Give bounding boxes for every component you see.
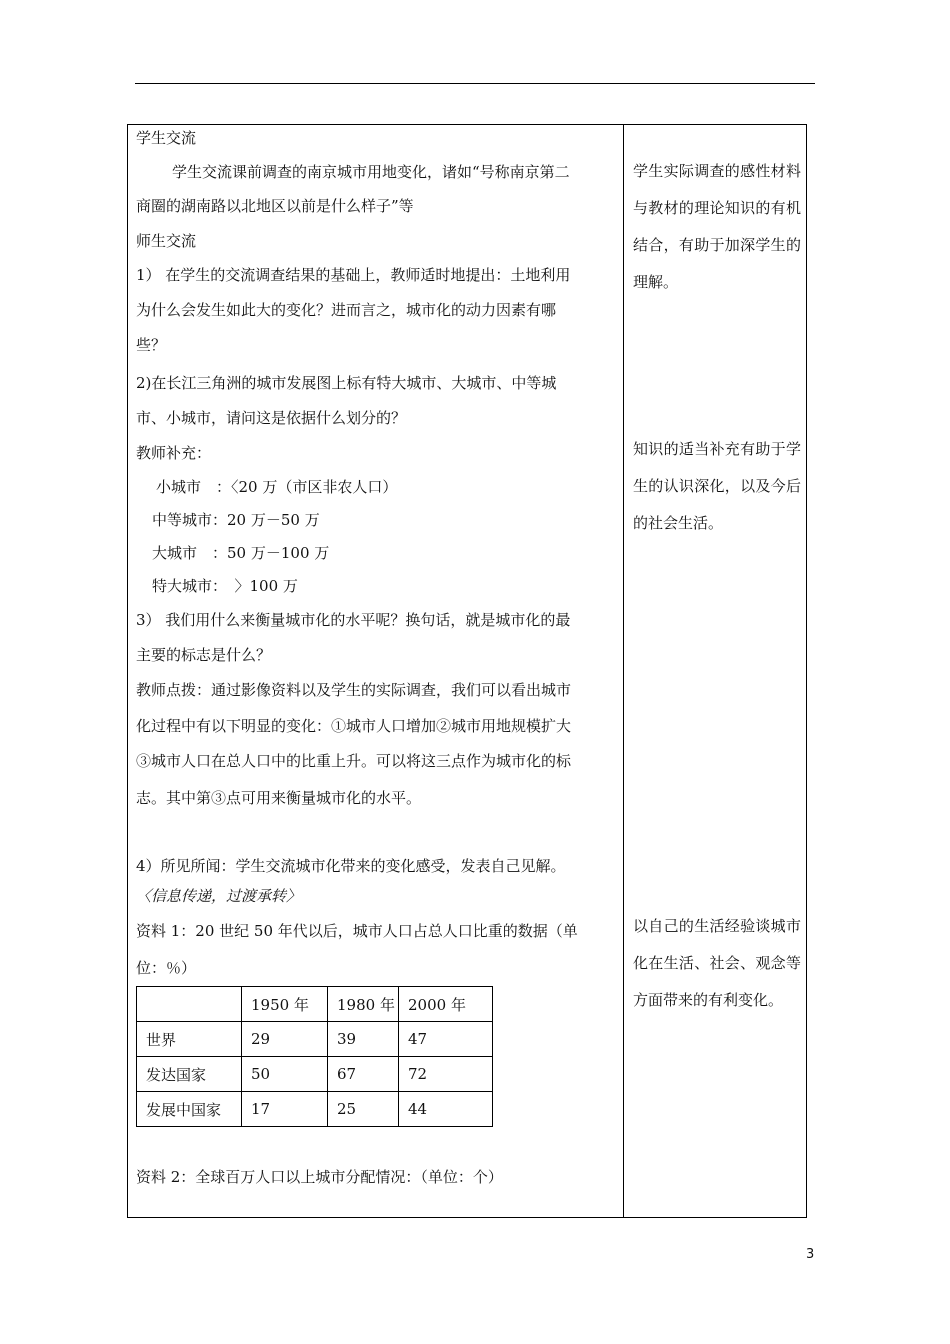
urbanization-table [136,986,493,1127]
table-header-cell [137,987,242,1022]
q3-line1: 3） 我们用什么来衡量城市化的水平呢？换句话，就是城市化的最 [136,611,571,629]
table-header-row [137,987,493,1022]
table-cell: 17 [242,1092,328,1127]
heading-student-exchange: 学生交流 [136,129,197,147]
para1-line2: 商圈的湖南路以北地区以前是什么样子”等 [136,197,414,215]
table-cell: 67 [328,1057,399,1092]
material2: 资料 2：全球百万人口以上城市分配情况：（单位：个） [136,1168,503,1186]
guide-line4: 志。其中第③点可用来衡量城市化的水平。 [136,789,422,807]
material1-line1: 资料 1：20 世纪 50 年代以后，城市人口占总人口比重的数据（单 [136,922,578,940]
table-row [137,1092,493,1127]
note-observation: 学生实际调查的感性材料与教材的理论知识的有机结合，有助于加深学生的理解。 [633,162,801,291]
heading-teacher-student: 师生交流 [136,232,197,250]
table-cell: 39 [328,1022,399,1057]
supplement-heading: 教师补充： [136,444,212,462]
transition-note: 〈信息传递，过渡承转〉 [136,887,302,905]
city-class-medium: 中等城市：20 万－50 万 [152,511,320,529]
guide-line1: 教师点拨：通过影像资料以及学生的实际调查，我们可以看出城市 [136,681,572,699]
q1-line3: 些？ [136,336,167,354]
table-cell: 发达国家 [137,1057,242,1092]
table-cell: 50 [242,1057,328,1092]
table-cell: 47 [399,1022,493,1057]
q1-line1: 1） 在学生的交流调查结果的基础上，教师适时地提出：土地利用 [136,266,571,284]
q1-line2: 为什么会发生如此大的变化？进而言之，城市化的动力因素有哪 [136,301,557,319]
city-class-extra: 特大城市： 〉100 万 [152,577,298,595]
page-number: 3 [806,1247,815,1262]
q2-line2: 市、小城市，请问这是依据什么划分的？ [136,409,407,427]
city-class-small: 小城市 ：〈20 万（市区非农人口） [156,478,398,496]
note-supplement: 知识的适当补充有助于学生的认识深化，以及今后的社会生活。 [633,440,801,532]
guide-line3: ③城市人口在总人口中的比重上升。可以将这三点作为城市化的标 [136,752,572,770]
note-life-experience: 以自己的生活经验谈城市化在生活、社会、观念等方面带来的有利变化。 [633,917,801,1009]
para1-line1: 学生交流课前调查的南京城市用地变化，诸如“号称南京第二 [172,163,570,181]
table-cell: 发展中国家 [137,1092,242,1127]
table-header-cell: 1950 年 [242,987,328,1022]
table-cell: 44 [399,1092,493,1127]
table-header-cell: 1980 年 [328,987,399,1022]
q2-line1: 2)在长江三角洲的城市发展图上标有特大城市、大城市、中等城 [136,374,557,392]
table-row [137,1057,493,1092]
header-rule [135,83,815,84]
table-header-cell: 2000 年 [399,987,493,1022]
table-cell: 世界 [137,1022,242,1057]
table-row [137,1022,493,1057]
table-cell: 25 [328,1092,399,1127]
table-cell: 72 [399,1057,493,1092]
city-class-large: 大城市 ：50 万－100 万 [152,544,330,562]
q4: 4）所见所闻：学生交流城市化带来的变化感受，发表自己见解。 [136,857,566,875]
column-divider [623,124,624,1218]
guide-line2: 化过程中有以下明显的变化：①城市人口增加②城市用地规模扩大 [136,717,572,735]
material1-line2: 位：％） [136,959,197,977]
table-cell: 29 [242,1022,328,1057]
q3-line2: 主要的标志是什么？ [136,646,272,664]
